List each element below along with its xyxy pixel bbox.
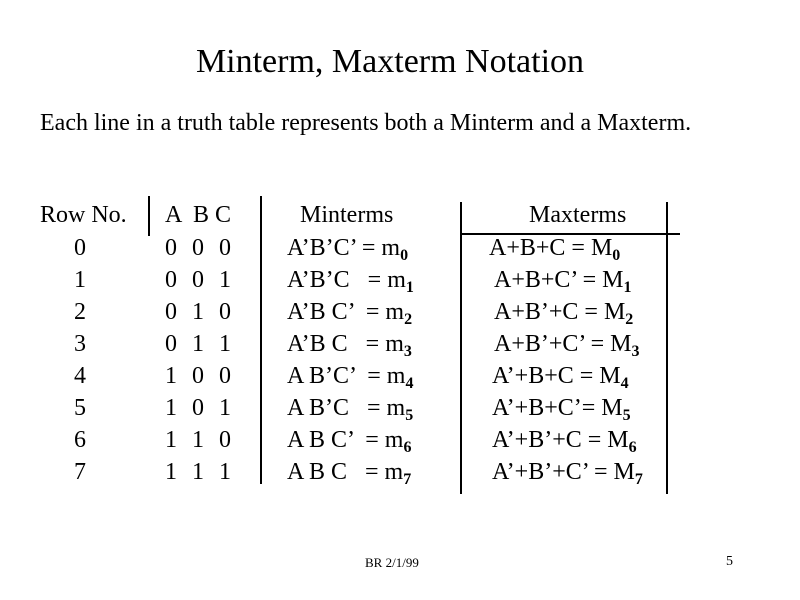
divider-after-row-no	[148, 196, 150, 236]
minterm-expression: A’B’C = m	[287, 267, 406, 293]
bit-b: 1	[192, 427, 204, 453]
maxterm-expression: A+B+C = M	[489, 235, 613, 261]
abc-cell	[165, 360, 255, 392]
minterm-expression: A B’C’ = m	[287, 363, 406, 389]
minterm-expression: A’B’C’ = m	[287, 235, 401, 261]
abc-cell	[165, 296, 255, 328]
bit-c: 1	[219, 267, 231, 293]
minterm-expression: A B C = m	[287, 459, 404, 485]
minterm-cell	[287, 424, 462, 456]
bit-a: 1	[165, 459, 177, 485]
maxterm-index: 1	[623, 279, 632, 296]
divider-after-maxterms	[666, 202, 668, 494]
abc-cell	[165, 392, 255, 424]
row-number-cell: 5	[74, 395, 86, 421]
maxterm-cell	[489, 232, 669, 264]
minterm-cell	[287, 264, 462, 296]
bit-c: 0	[219, 427, 231, 453]
minterm-expression: A B’C = m	[287, 395, 406, 421]
row-number-cell: 3	[74, 331, 86, 357]
bit-c: 0	[219, 363, 231, 389]
bit-b: 1	[192, 331, 204, 357]
bit-a: 1	[165, 427, 177, 453]
footer-date: BR 2/1/99	[365, 555, 419, 570]
abc-column	[165, 200, 255, 488]
bit-b: 0	[192, 235, 204, 261]
minterm-index: 2	[404, 311, 413, 328]
bit-c: 0	[219, 235, 231, 261]
minterm-cell	[287, 296, 462, 328]
maxterm-cell	[489, 328, 669, 360]
minterm-cell	[287, 392, 462, 424]
bit-a: 1	[165, 363, 177, 389]
abc-cell	[165, 264, 255, 296]
minterm-index: 7	[403, 471, 412, 488]
maxterm-cell	[489, 456, 669, 488]
maxterm-cell	[489, 360, 669, 392]
minterms-column	[287, 200, 462, 488]
bit-b: 1	[192, 299, 204, 325]
maxterm-index: 6	[628, 439, 637, 456]
divider-after-minterms	[460, 202, 462, 494]
maxterm-index: 2	[625, 311, 634, 328]
bit-c: 1	[219, 459, 231, 485]
bit-b: 0	[192, 267, 204, 293]
bit-a: 0	[165, 331, 177, 357]
minterm-index: 5	[405, 407, 414, 424]
minterm-cell	[287, 360, 462, 392]
minterm-cell	[287, 232, 462, 264]
maxterms-column	[489, 200, 669, 488]
intro-text: Each line in a truth table represents both a Minterm and a Maxterm.	[40, 110, 692, 136]
bit-a: 0	[165, 267, 177, 293]
minterm-expression: A B C’ = m	[287, 427, 404, 453]
bit-b: 0	[192, 395, 204, 421]
row-number-header: Row No.	[40, 202, 127, 228]
maxterm-cell	[489, 264, 669, 296]
row-number-column	[40, 200, 140, 488]
row-number-cell: 7	[74, 459, 86, 485]
maxterm-index: 0	[612, 247, 621, 264]
abc-cell	[165, 232, 255, 264]
minterm-index: 4	[405, 375, 414, 392]
maxterm-expression: A+B’+C = M	[494, 299, 626, 325]
minterm-index: 1	[405, 279, 414, 296]
abc-cell	[165, 328, 255, 360]
maxterm-cell	[489, 392, 669, 424]
maxterm-expression: A’+B’+C’ = M	[492, 459, 635, 485]
bit-c: 1	[219, 331, 231, 357]
maxterm-expression: A+B’+C’ = M	[494, 331, 632, 357]
abc-cell	[165, 456, 255, 488]
slide-title: Minterm, Maxterm Notation	[195, 43, 585, 80]
bit-a: 0	[165, 235, 177, 261]
bit-b: 1	[192, 459, 204, 485]
maxterm-expression: A+B+C’ = M	[494, 267, 624, 293]
divider-after-abc	[260, 196, 262, 484]
maxterm-cell	[489, 296, 669, 328]
maxterm-expression: A’+B’+C = M	[492, 427, 629, 453]
maxterm-expression: A’+B+C = M	[492, 363, 621, 389]
row-number-cell: 0	[74, 235, 86, 261]
minterms-header: Minterms	[300, 202, 394, 228]
minterm-expression: A’B C = m	[287, 331, 404, 357]
bit-b: 0	[192, 363, 204, 389]
minterm-index: 6	[403, 439, 412, 456]
bit-c: 1	[219, 395, 231, 421]
minterm-index: 0	[400, 247, 409, 264]
row-number-cell: 4	[74, 363, 86, 389]
minterm-index: 3	[403, 343, 412, 360]
minterm-expression: A’B C’ = m	[287, 299, 405, 325]
maxterm-index: 5	[622, 407, 631, 424]
page-number: 5	[726, 554, 733, 569]
bit-a: 1	[165, 395, 177, 421]
maxterms-header: Maxterms	[529, 202, 627, 228]
row-number-cell: 1	[74, 267, 86, 293]
row-number-cell: 2	[74, 299, 86, 325]
bit-a: 0	[165, 299, 177, 325]
maxterm-index: 3	[631, 343, 640, 360]
row-number-cell: 6	[74, 427, 86, 453]
minterm-cell	[287, 328, 462, 360]
maxterm-expression: A’+B+C’= M	[492, 395, 623, 421]
abc-header: A B C	[165, 202, 232, 228]
header-underline	[462, 233, 680, 235]
maxterm-index: 7	[634, 471, 643, 488]
abc-cell	[165, 424, 255, 456]
minterm-cell	[287, 456, 462, 488]
bit-c: 0	[219, 299, 231, 325]
maxterm-index: 4	[620, 375, 629, 392]
maxterm-cell	[489, 424, 669, 456]
